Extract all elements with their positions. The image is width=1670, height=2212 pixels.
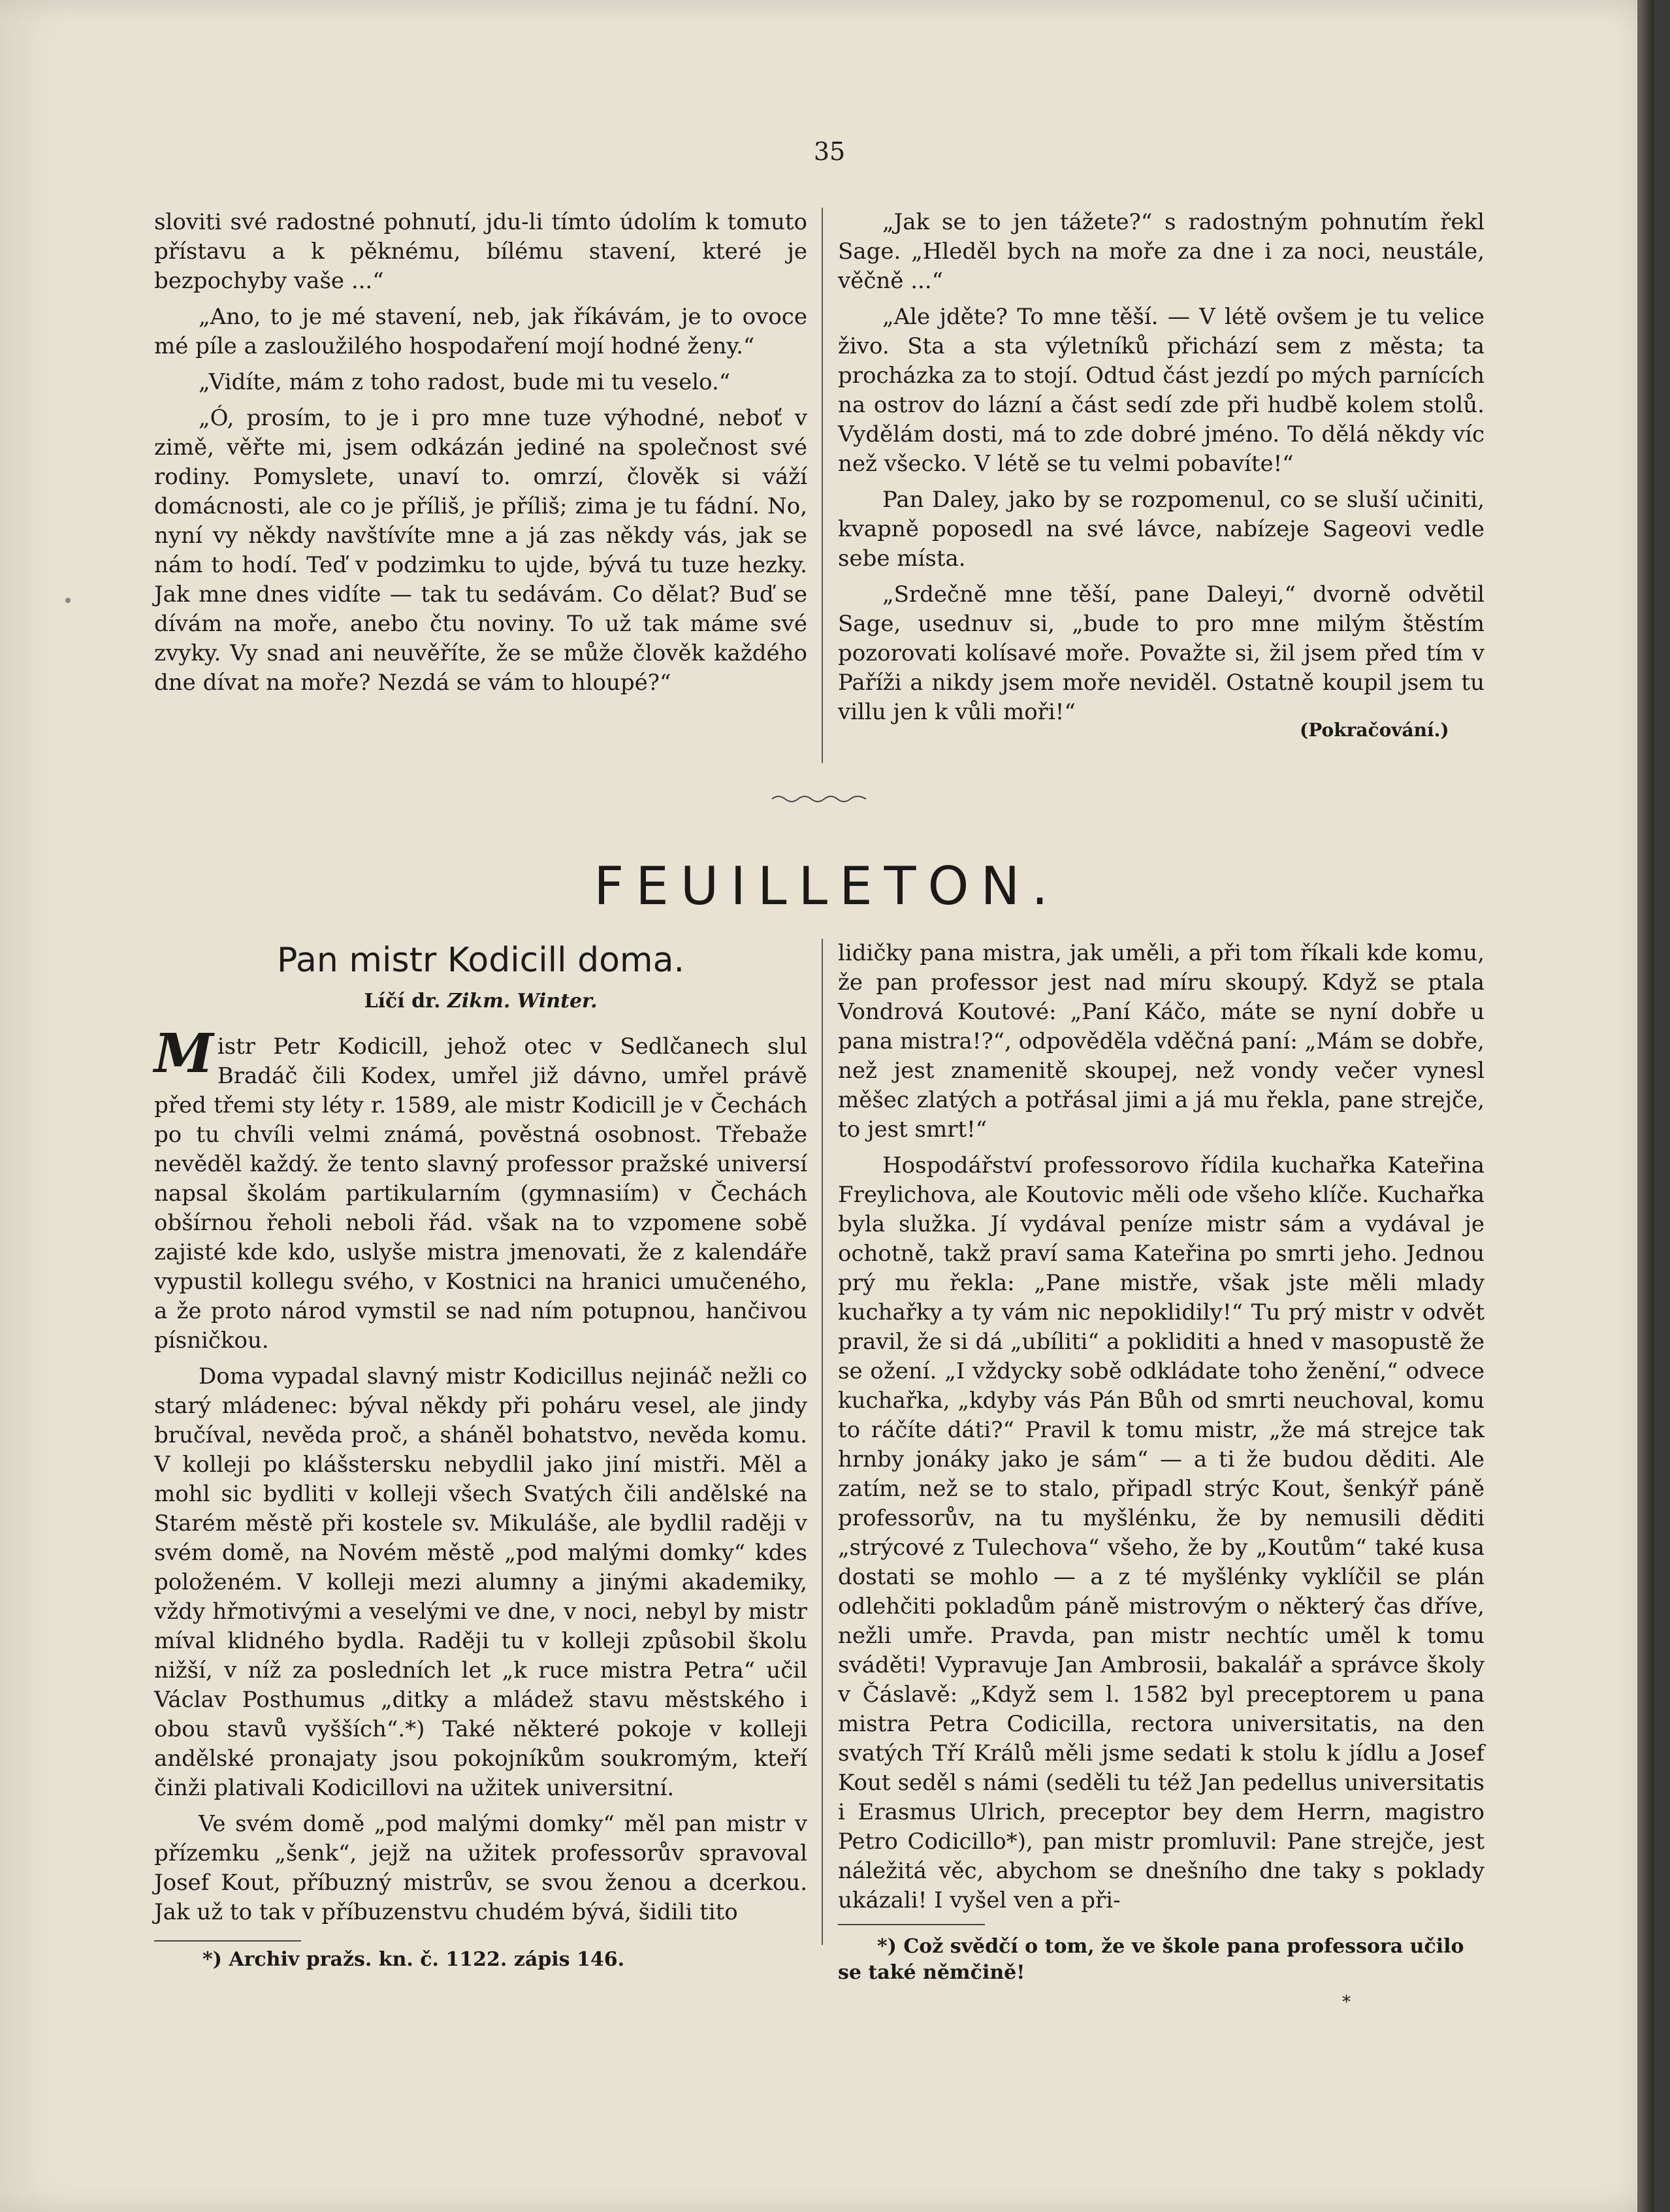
top-left-column: [154, 208, 807, 704]
section-title: FEUILLETON.: [594, 856, 1060, 917]
footnote-rule-left: [154, 1940, 301, 1942]
first-paragraph: [154, 1022, 807, 1356]
paragraph: Doma vypadal slavný mistr Kodicillus nejináč nežli co starý mládenec: býval někdy při poháru vesel, ale jindy bručíval, nevěda proč, a sháněl bohatstvo, nevěda komu. V kolleji po klášstersku nebydlil jako jiní mistři. Měl a mohl sic bydliti v kolleji všech Svatých čili andělské na Starém městě při kostele sv. Mikuláše, ale bydlil raději v svém domě, na Novém městě „pod malými domky“ kdes položeném. V kolleji mezi alumny a jinými akademiky, vždy hřmotivými a veselými ve dne, v noci, nebyl by mistr míval klidného bydla. Raději tu v kolleji způsobil školu nižší, v níž za posledních let „k ruce mistra Petra“ učil Václav Posthumus „ditky a mládež stavu městského i obou stavů vyšších“.*) Také některé pokoje v kolleji andělské pronajaty jsou pokojníkům soukromým, kteří činži plativali Kodicillovi na užitek universitní.: [154, 1363, 807, 1801]
paragraph: Hospodářství professorovo řídila kuchařka Kateřina Freylichova, ale Koutovic měli ode všeho klíče. Kuchařka byla služka. Jí vydával peníze mistr sám a vydával je ochotně, takž praví sama Kateřina po smrti jeho. Jednou prý mu řekla: „Pane mistře, však jste měli mlady kuchařky a ty vám nic nepoklidily!“ Tu prý mistr v odvět pravil, že si dá „ubíliti“ a pokliditi a hned v masopustě že se ožení. „I vždycky sobě odkládate toho ženění,“ odvece kuchařka, „kdyby vás Pán Bůh od smrti neuchoval, komu to ráčíte dáti?“ Pravil k tomu mistr, „že má strejce tak hrnby jonáky jako je sám“ — a ti že budou děditi. Ale zatím, než se to stalo, připadl strýc Kout, šenkýř páně professorův, na tu myšlénku, že by nemusili děditi „strýcové z Tulechova“ všeho, že by „Koutům“ také kusa dostati se mohlo — a z té myšlénky vyklíčil se plán odlehčiti pokladům páně mistrovým o některý čas dříve, nežli umře. Pravda, pan mistr nechtíc uměl k tomu sváděti! Vypravuje Jan Ambrosii, bakalář a správce školy v Čáslavě: „Když sem l. 1582 byl preceptorem u pana mistra Petra Codicilla, rectora universitatis, na den svatých Tří Králů měli jsme sedati k stolu k jídlu a Josef Kout seděl s námi (seděli tu též Jan pedellus universitatis i Erasmus Ulrich, preceptor bey dem Herrn, magistro Petro Codicillo*), pan mistr promluvil: Pane strejče, jest náležitá věc, abychom se dnešního dne taky s poklady ukázali! I vyšel ven a při-: [838, 1152, 1485, 1913]
paragraph: „Jak se to jen tážete?“ s radostným pohnutím řekl Sage. „Hleděl bych na moře za dne i za noci, neustále, věčně ...“: [838, 209, 1485, 294]
paragraph: „Vidíte, mám z toho radost, bude mi tu veselo.“: [199, 369, 731, 395]
corner-mark: *: [1342, 1992, 1351, 2012]
footnote-right: *) Což svědčí o tom, že ve škole pana professora učilo se také němčině!: [838, 1935, 1464, 1984]
top-right-column: [838, 208, 1485, 734]
byline-author: Zikm. Winter.: [447, 990, 598, 1013]
paragraph: „Ó, prosím, to je i pro mne tuze výhodné, neboť v zimě, věřte mi, jsem odkázán jediné na společnost své rodiny. Pomyslete, unaví to. omrzí, člověk si váží domácnosti, ale co je příliš, je příliš; zima je tu fádní. No, nyní vy někdy navštívíte mne a já zas někdy vás, jak se nám to hodí. Teď v podzimku to ujde, bývá tu tuze hezky. Jak mne dnes vidíte — tak tu sedávám. Co dělat? Buď se dívám na moře, anebo čtu noviny. To už tak máme své zvyky. Vy snad ani neuvěříte, že se může člověk každého dne dívat na moře? Nezdá se vám to hloupé?“: [154, 405, 807, 696]
bottom-left-column: [154, 1022, 807, 1934]
paragraph: sloviti své radostné pohnutí, jdu-li tímto údolím k tomuto přístavu a k pěknému, bílému stavení, které je bezpochyby vaše ...“: [154, 209, 807, 294]
paragraph: lidičky pana mistra, jak uměli, a při tom říkali kde komu, že pan professor jest nad míru skoupý. Když se ptala Vondrová Koutové: „Paní Káčo, máte se nyní dobře u pana mistra!?“, odpověděla vděčná paní: „Mám se dobře, než jest znamenitě skoupej, než vondy večer vynesl měšec zlatých a potřásal jimi a já mu řekla, pane strejče, to jest smrt!“: [838, 940, 1485, 1143]
paragraph: „Ano, to je mé stavení, neb, jak říkávám, je to ovoce mé píle a zasloužilého hospodaření mojí hodné ženy.“: [154, 304, 807, 359]
page-edge: [1637, 0, 1654, 2212]
first-paragraph-text: istr Petr Kodicill, jehož otec v Sedlčanech slul Bradáč čili Kodex, umřel již dávno, umřel právě před třemi sty léty r. 1589, ale mistr Kodicill je v Čechách po tu chvíli velmi známá, pověstná osobnost. Třebaže nevěděl každý. že tento slavný professor pražské universí napsal školám partikularním (gymnasiím) v Čechách obšírnou řeholi neboli řád. však na to vzpomene sobě zajisté kde kdo, uslyše mistra jmenovati, že z kalendáře vypustil kollegu svého, v Kostnici na hranici umučeného, a že proto národ vymstil se nad ním potupnou, hančivou písničkou.: [154, 1033, 807, 1354]
paragraph: „Srdečně mne těší, pane Daleyi,“ dvorně odvětil Sage, usednuv si, „bude to pro mne milým štěstím pozorovati kolísavé moře. Považte si, žil jsem před tím v Paříži a nikdy jsem moře neviděl. Ostatně koupil jsem tu villu jen k vůli moři!“: [838, 581, 1485, 725]
paragraph: Ve svém domě „pod malými domky“ měl pan mistr v přízemku „šenk“, jejž na užitek professorův spravoval Josef Kout, příbuzný mistrův, se svou ženou a dcerkou. Jak už to tak v příbuzenstvu chudém bývá, šidili tito: [154, 1811, 807, 1925]
continued-note: (Pokračování.): [1300, 719, 1449, 741]
article-byline: [154, 990, 807, 1013]
bottom-right-column: [838, 939, 1485, 1922]
column-divider-top: [822, 208, 823, 763]
footnote-left: *) Archiv pražs. kn. č. 1122. zápis 146.: [202, 1948, 625, 1971]
page-number: 35: [813, 137, 846, 166]
margin-dot: [65, 598, 71, 603]
column-divider-bottom: [822, 939, 823, 1945]
drop-cap: M: [154, 1022, 214, 1085]
paragraph: Pan Daley, jako by se rozpomenul, co se sluší učiniti, kvapně poposedl na své lávce, nabízeje Sageovi vedle sebe místa.: [838, 487, 1485, 572]
footnote-rule-right: [838, 1924, 985, 1925]
byline-prefix: Líčí dr.: [364, 990, 441, 1013]
paragraph: „Ale jděte? To mne těší. — V létě ovšem je tu velice živo. Sta a sta výletníků přichází sem z města; ta procházka za to stojí. Odtud část jezdí po mých parnících na ostrov do lázní a část sedí zde při hudbě kolem stolů. Vydělám dosti, má to zde dobré jméno. To dělá někdy víc než všecko. V létě se tu velmi pobavíte!“: [838, 304, 1485, 477]
section-ornament: [771, 792, 869, 805]
article-title: Pan mistr Kodicill doma.: [277, 941, 684, 980]
